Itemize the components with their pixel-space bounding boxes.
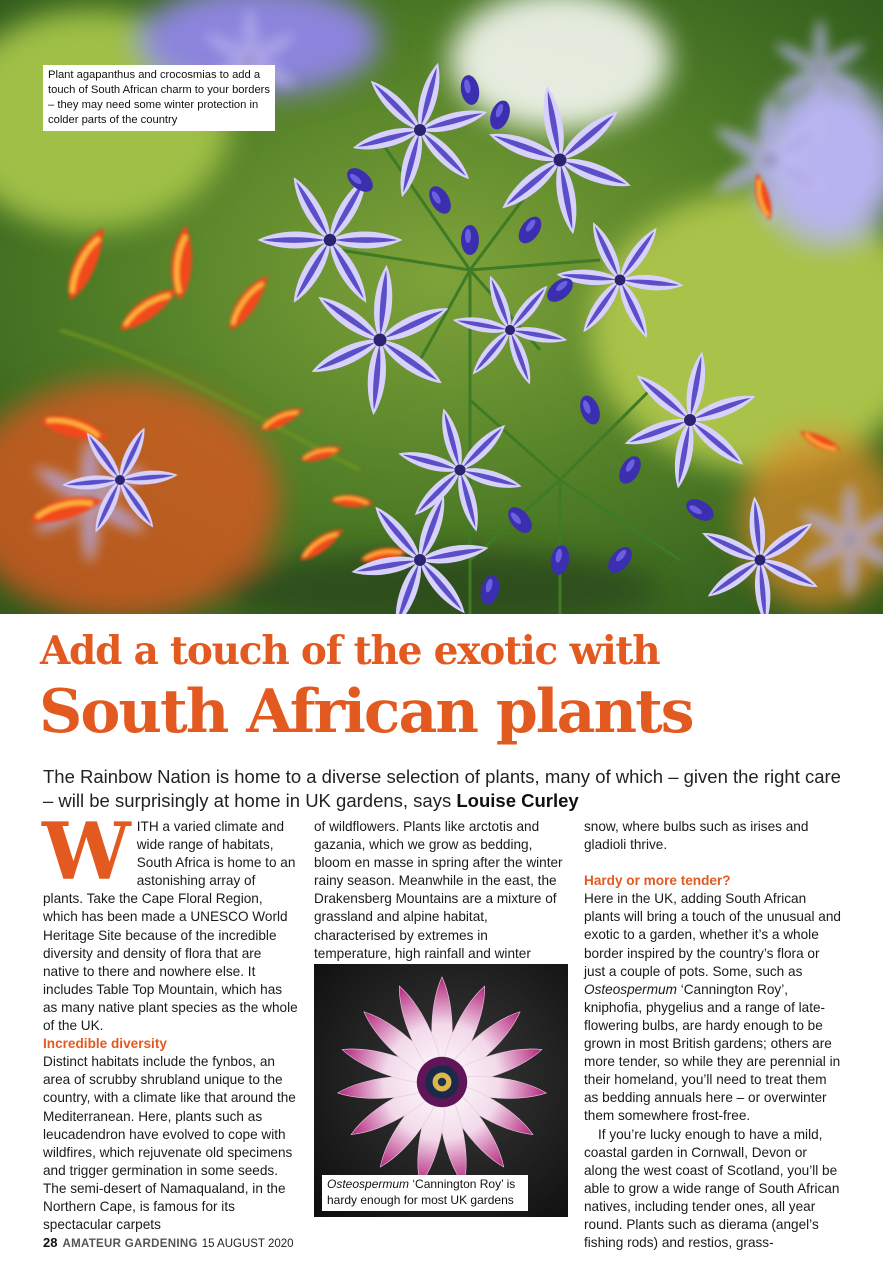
photo-caption-text: ‘Cannington Roy’ is hardy enough for most UK gardens [327,1177,516,1207]
dropcap: W [42,805,131,898]
paragraph-habitats: Distinct habitats include the fynbos, an area of scrubby shrubland unique to the country, with a climate like that around the Mediterranean. Here, plants such as leucadendron have evolved to cope with wildfires, which rejuvenate old specimens and trigger germination in some seeds. The semi-desert of Namaqualand, in the Northern Cape, is famous for its spectacular carpets [43,1054,296,1233]
paragraph-uk-gardens-italic: Osteospermum [584,981,677,997]
hero-caption: Plant agapanthus and crocosmias to add a touch of South African charm to your borders – they may need some winter protection in colder parts of the country [43,65,275,131]
subhead-hardy-or-tender: Hardy or more tender? [584,873,731,889]
paragraph-uk-gardens-a: Here in the UK, adding South African plants will bring a touch of the unusual and exotic to a garden, whether it’s a whole border inspired by the country’s flora or just a couple of pots. Some, such as [584,891,841,979]
paragraph-uk-gardens [584,890,842,1125]
paragraph-bulbs: snow, where bulbs such as irises and gladioli thrive. [584,819,809,853]
headline-kicker: Add a touch of the exotic with [40,628,660,674]
headline-title: South African plants [39,677,693,747]
page-footer [43,1235,294,1250]
photo-caption [322,1175,528,1211]
magazine-name: AMATEUR GARDENING [62,1238,198,1250]
intro-paragraph [42,805,298,1035]
paragraph-coastal: If you’re lucky enough to have a mild, coastal garden in Cornwall, Devon or along the west coast of Scotland, you’ll be able to grow a wide range of South African natives, including tender ones, all year round. Plants such as dierama (angel’s fishing rods) and restios, grass- [584,1126,840,1251]
standfirst [43,765,843,813]
page-number: 28 [43,1235,58,1250]
column-1 [42,805,298,1234]
standfirst-text: The Rainbow Nation is home to a diverse selection of plants, many of which – given the right care – will be surprisingly at home in UK gardens, says [43,766,841,811]
paragraph-wildflowers: of wildflowers. Plants like arctotis and gazania, which we grow as bedding, bloom en masse in spring after the winter rainy season. Meanwhile in the east, the Drakensberg Mountains are a mixture of grassland and alpine habitat, characterised by extremes in temperature, high rainfall and winter [314,819,563,961]
byline-author: Louise Curley [456,790,579,811]
column-3 [584,818,842,1252]
photo-caption-italic: Osteospermum [327,1177,410,1191]
hero-photo [0,0,883,614]
issue-date: 15 AUGUST 2020 [201,1238,294,1250]
paragraph-uk-gardens-b: ‘Cannington Roy’, kniphofia, phygelius and a range of late-flowering bulbs, are hardy enough to be grown in most British gardens; others are more tender, so while they are perennial in their homeland, you’ll need to treat them as bedding annuals here – or overwinter them somewhere frost-free. [584,981,841,1124]
column-2 [314,818,568,963]
subhead-incredible-diversity: Incredible diversity [43,1036,167,1052]
intro-text: ITH a varied climate and wide range of habitats, South Africa is home to an astonishing array of plants. Take the Cape Floral Region, which has been made a UNESCO World Heritage Site because of the incredible diversity and density of flora that are native to there and nowhere else. It includes Table Top Mountain, which has as many native plant species as the whole of the UK. [43,819,298,1034]
